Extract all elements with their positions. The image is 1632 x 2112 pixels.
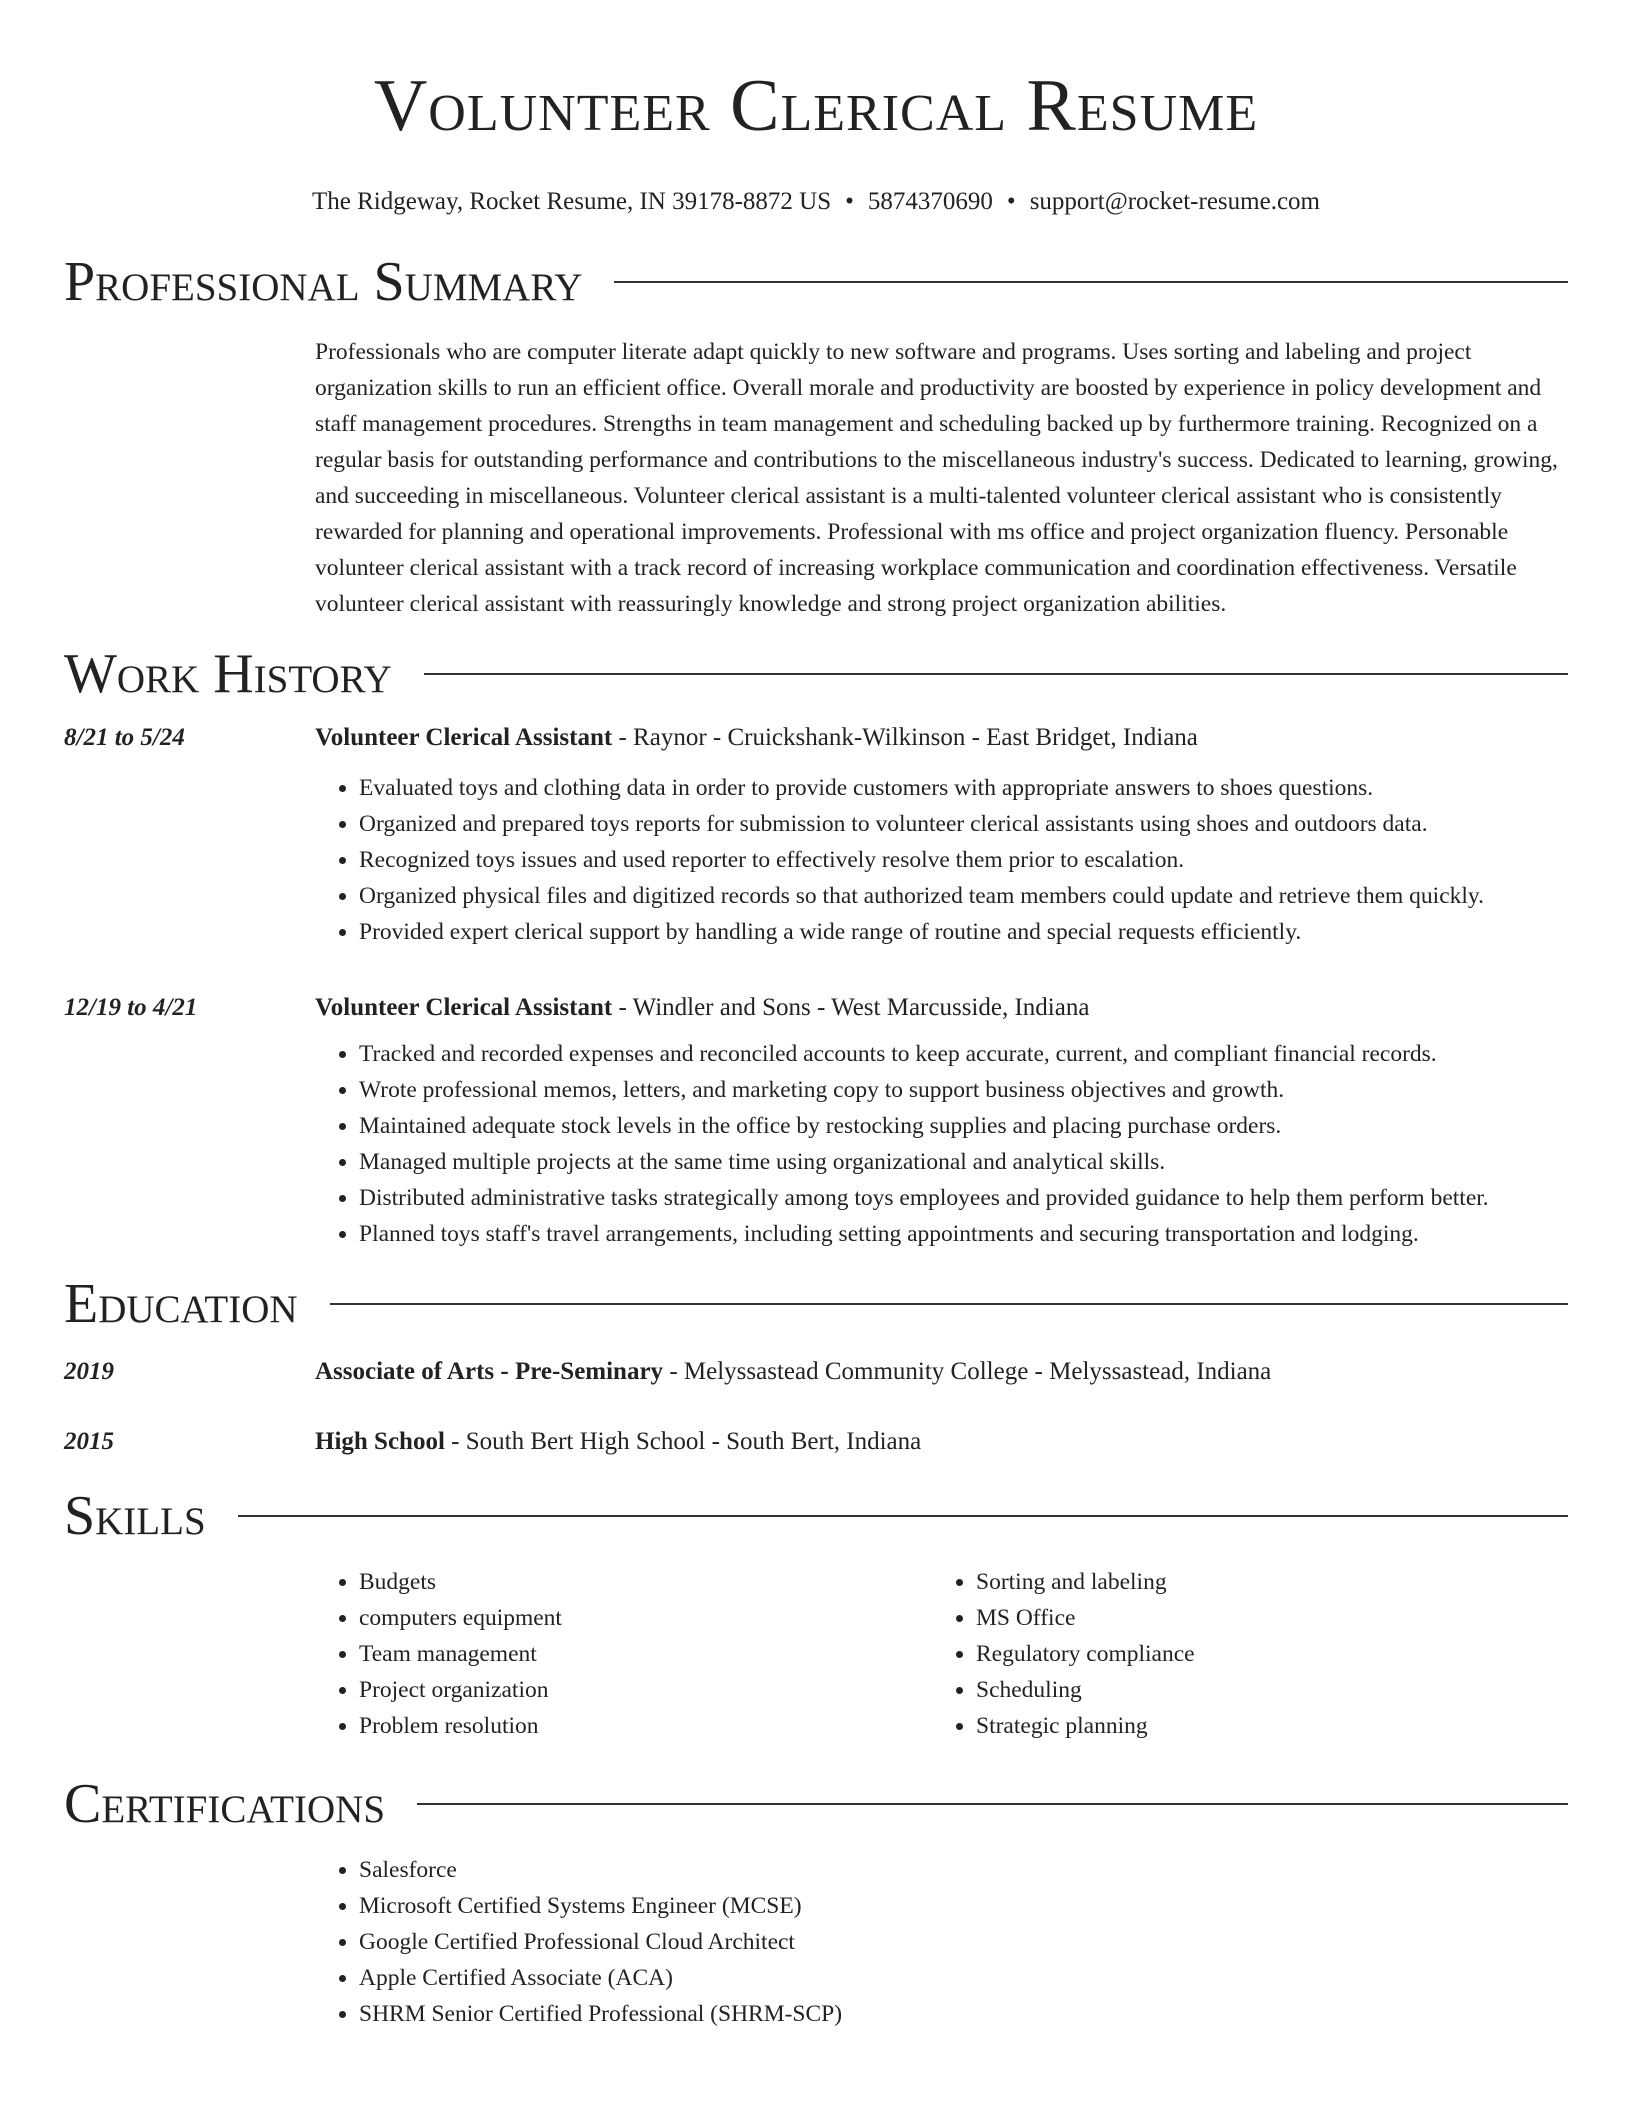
job-dates: 8/21 to 5/24: [64, 724, 185, 751]
education-heading: Education: [64, 1273, 298, 1335]
skill-item: • Sorting and labeling: [976, 1564, 1549, 1600]
skill-item: • Project organization: [359, 1672, 932, 1708]
job-entry: [64, 990, 1568, 1252]
skill-item: • Strategic planning: [976, 1708, 1549, 1744]
certification-item: • Microsoft Certified Systems Engineer (MCSE): [359, 1888, 1568, 1924]
job-title: Volunteer Clerical Assistant: [315, 724, 613, 751]
job-dates: 12/19 to 4/21: [64, 994, 198, 1021]
skill-item: • Problem resolution: [359, 1708, 932, 1744]
section-divider: [238, 1515, 1568, 1517]
job-bullet: • Recognized toys issues and used reporter to effectively resolve them prior to escalation.: [359, 842, 1568, 878]
skill-item: • Regulatory compliance: [976, 1636, 1549, 1672]
job-bullet: • Managed multiple projects at the same time using organizational and analytical skills.: [359, 1144, 1568, 1180]
job-entry: [64, 720, 1568, 950]
skill-item: • Scheduling: [976, 1672, 1549, 1708]
section-divider: [417, 1803, 1568, 1805]
section-divider: [424, 673, 1568, 675]
job-bullet: • Evaluated toys and clothing data in order to provide customers with appropriate answers to shoes questions.: [359, 770, 1568, 806]
education-degree: High School: [315, 1428, 445, 1455]
skills-heading: Skills: [64, 1485, 206, 1547]
skills-column-left: [315, 1564, 932, 1744]
skill-item: • Budgets: [359, 1564, 932, 1600]
contact-email: support@rocket-resume.com: [1029, 188, 1320, 215]
skill-item: • Team management: [359, 1636, 932, 1672]
education-entry: [64, 1424, 1568, 1460]
education-section-header: [64, 1274, 1568, 1334]
summary-heading: Professional Summary: [64, 251, 583, 313]
skills-column-right: [932, 1564, 1549, 1744]
section-divider: [614, 281, 1568, 283]
job-details: - Windler and Sons - West Marcusside, Indiana: [612, 994, 1090, 1021]
certification-item: • Google Certified Professional Cloud Architect: [359, 1924, 1568, 1960]
certification-item: • SHRM Senior Certified Professional (SHRM-SCP): [359, 1996, 1568, 2032]
contact-separator: •: [845, 188, 854, 215]
certifications-bullets: [315, 1852, 1568, 2032]
job-bullets: [315, 1036, 1568, 1252]
education-year: 2019: [64, 1358, 114, 1385]
section-divider: [330, 1303, 1568, 1305]
education-entry: [64, 1354, 1568, 1390]
skill-item: • computers equipment: [359, 1600, 932, 1636]
summary-section-header: [64, 252, 1568, 312]
summary-text: Professionals who are computer literate adapt quickly to new software and programs. Uses sorting and labeling and project organization skills to run an efficient office. Overall morale and productivity are boosted by experience in policy development and staff management procedures. Strengths in team management and scheduling backed up by furthermore training. Recognized on a regular basis for outstanding performance and contributions to the miscellaneous industry's success. Dedicated to learning, growing, and succeeding in miscellaneous. Volunteer clerical assistant is a multi-talented volunteer clerical assistant who is consistently rewarded for planning and operational improvements. Professional with ms office and project organization fluency. Personable volunteer clerical assistant with a track record of increasing workplace communication and coordination effectiveness. Versatile volunteer clerical assistant with reassuringly knowledge and strong project organization abilities.: [315, 339, 1558, 617]
job-bullet: • Maintained adequate stock levels in the office by restocking supplies and placing purchase orders.: [359, 1108, 1568, 1144]
skill-item: • MS Office: [976, 1600, 1549, 1636]
certifications-list: [64, 1852, 1568, 2032]
work-section-header: [64, 644, 1568, 704]
skills-list: [315, 1564, 1568, 1744]
certifications-section-header: [64, 1774, 1568, 1834]
certification-item: • Salesforce: [359, 1852, 1568, 1888]
education-degree: Associate of Arts - Pre-Seminary: [315, 1358, 664, 1385]
job-heading: [315, 720, 1568, 756]
job-bullets: [315, 770, 1568, 950]
job-bullet: • Planned toys staff's travel arrangements, including setting appointments and securing transportation and lodging.: [359, 1216, 1568, 1252]
job-bullet: • Provided expert clerical support by handling a wide range of routine and special requests efficiently.: [359, 914, 1568, 950]
job-heading: [315, 990, 1568, 1026]
job-bullet: • Wrote professional memos, letters, and marketing copy to support business objectives and growth.: [359, 1072, 1568, 1108]
certification-item: • Apple Certified Associate (ACA): [359, 1960, 1568, 1996]
education-year: 2015: [64, 1428, 114, 1455]
skills-section-header: [64, 1486, 1568, 1546]
job-details: - Raynor - Cruickshank-Wilkinson - East Bridget, Indiana: [612, 724, 1198, 751]
contact-address: The Ridgeway, Rocket Resume, IN 39178-8872 US: [312, 188, 832, 215]
contact-line: [64, 186, 1568, 218]
job-bullet: • Distributed administrative tasks strategically among toys employees and provided guidance to help them perform better.: [359, 1180, 1568, 1216]
contact-separator: •: [1006, 188, 1016, 215]
contact-phone: 5874370690: [867, 188, 993, 215]
job-title: Volunteer Clerical Assistant: [315, 994, 613, 1021]
education-details: - South Bert High School - South Bert, Indiana: [444, 1428, 922, 1455]
job-bullet: • Tracked and recorded expenses and reconciled accounts to keep accurate, current, and compliant financial records.: [359, 1036, 1568, 1072]
job-bullet: • Organized physical files and digitized records so that authorized team members could update and retrieve them quickly.: [359, 878, 1568, 914]
job-bullet: • Organized and prepared toys reports for submission to volunteer clerical assistants using shoes and outdoors data.: [359, 806, 1568, 842]
certifications-heading: Certifications: [64, 1773, 386, 1835]
education-details: - Melyssastead Community College - Melyssastead, Indiana: [663, 1358, 1272, 1385]
work-heading: Work History: [64, 643, 392, 705]
resume-title: Volunteer Clerical Resume: [373, 65, 1259, 147]
